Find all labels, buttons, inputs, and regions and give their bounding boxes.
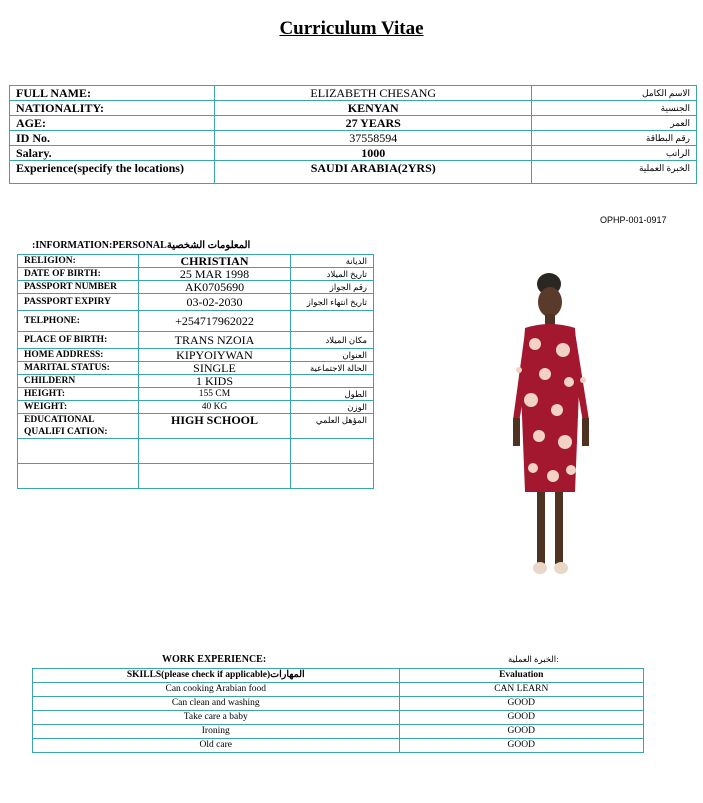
children-arabic	[291, 375, 374, 388]
skill-evaluation: CAN LEARN	[399, 683, 643, 697]
passport-expiry-value: 03-02-2030	[139, 294, 291, 311]
marital-status-arabic: الحالة الاجتماعية	[291, 362, 374, 375]
skill-name: Can cooking Arabian food	[33, 683, 400, 697]
nationality-label: NATIONALITY:	[10, 101, 215, 116]
experience-label: Experience(specify the locations)	[10, 161, 215, 184]
skill-row	[33, 725, 644, 739]
address-arabic: العنوان	[291, 349, 374, 362]
personal-row	[18, 375, 374, 388]
empty-row	[18, 439, 374, 464]
skill-evaluation: GOOD	[399, 725, 643, 739]
head	[538, 287, 562, 317]
personal-row	[18, 332, 374, 349]
evaluation-column-header: Evaluation	[399, 669, 643, 683]
work-experience-arabic: الخبرة العملية:	[508, 654, 559, 664]
skill-row	[33, 739, 644, 753]
children-label: CHILDERN	[18, 375, 139, 388]
dob-arabic: تاريخ الميلاد	[291, 268, 374, 281]
skill-name: Old care	[33, 739, 400, 753]
skills-header-row	[33, 669, 644, 683]
weight-arabic: الوزن	[291, 401, 374, 414]
passport-number-label: PASSPORT NUMBER	[18, 281, 139, 294]
height-label: HEIGHT:	[18, 388, 139, 401]
weight-label: WEIGHT:	[18, 401, 139, 414]
skill-evaluation: GOOD	[399, 739, 643, 753]
id-label: ID No.	[10, 131, 215, 146]
work-experience-heading: WORK EXPERIENCE:	[162, 654, 267, 665]
passport-number-value: AK0705690	[139, 281, 291, 294]
marital-status-label: MARITAL STATUS:	[18, 362, 139, 375]
summary-table	[9, 85, 697, 184]
empty-row	[18, 464, 374, 489]
empty-cell	[18, 464, 139, 489]
skill-evaluation: GOOD	[399, 711, 643, 725]
reference-code: OPHP-001-0917	[600, 215, 667, 225]
personal-row	[18, 311, 374, 332]
birthplace-label: PLACE OF BIRTH:	[18, 332, 139, 349]
skill-row	[33, 711, 644, 725]
personal-row	[18, 362, 374, 375]
summary-row	[10, 116, 697, 131]
left-leg	[537, 492, 545, 564]
nationality-value: KENYAN	[215, 101, 532, 116]
religion-label: RELIGION:	[18, 255, 139, 268]
dob-value: 25 MAR 1998	[139, 268, 291, 281]
summary-row	[10, 101, 697, 116]
birthplace-value: TRANS NZOIA	[139, 332, 291, 349]
telephone-label: TELPHONE:	[18, 311, 139, 332]
religion-value: CHRISTIAN	[139, 255, 291, 268]
personal-row	[18, 255, 374, 268]
nationality-arabic: الجنسية	[532, 101, 697, 116]
education-arabic: المؤهل العلمي	[291, 414, 374, 439]
personal-row	[18, 388, 374, 401]
summary-row	[10, 131, 697, 146]
summary-row	[10, 86, 697, 101]
address-label: HOME ADDRESS:	[18, 349, 139, 362]
education-value: HIGH SCHOOL	[139, 414, 291, 439]
left-hand	[513, 418, 520, 446]
age-value: 27 YEARS	[215, 116, 532, 131]
cv-title: Curriculum Vitae	[279, 18, 424, 39]
skill-name: Ironing	[33, 725, 400, 739]
personal-row	[18, 294, 374, 311]
passport-expiry-label: PASSPORT EXPIRY	[18, 294, 139, 311]
skill-name: Take care a baby	[33, 711, 400, 725]
personal-row	[18, 281, 374, 294]
skill-row	[33, 683, 644, 697]
summary-row	[10, 146, 697, 161]
marital-status-value: SINGLE	[139, 362, 291, 375]
height-value: 155 CM	[139, 388, 291, 401]
right-shoe	[554, 562, 568, 574]
height-arabic: الطول	[291, 388, 374, 401]
age-label: AGE:	[10, 116, 215, 131]
personal-row	[18, 414, 374, 439]
skill-evaluation: GOOD	[399, 697, 643, 711]
telephone-value: +254717962022	[139, 311, 291, 332]
left-shoe	[533, 562, 547, 574]
full-name-value: ELIZABETH CHESANG	[215, 86, 532, 101]
id-value: 37558594	[215, 131, 532, 146]
empty-cell	[139, 439, 291, 464]
full-name-arabic: الاسم الكامل	[532, 86, 697, 101]
skills-table	[32, 668, 644, 753]
empty-cell	[139, 464, 291, 489]
experience-value: SAUDI ARABIA(2YRS)	[215, 161, 532, 184]
salary-arabic: الراتب	[532, 146, 697, 161]
right-hand	[582, 418, 589, 446]
religion-arabic: الديانة	[291, 255, 374, 268]
personal-info-heading: :INFORMATION:PERSONALالمعلومات الشخصية	[32, 240, 251, 251]
dob-label: DATE OF BIRTH:	[18, 268, 139, 281]
weight-value: 40 KG	[139, 401, 291, 414]
children-value: 1 KIDS	[139, 375, 291, 388]
full-name-label: FULL NAME:	[10, 86, 215, 101]
salary-label: Salary.	[10, 146, 215, 161]
education-label: EDUCATIONAL QUALIFI CATION:	[18, 414, 139, 439]
passport-number-arabic: رقم الجواز	[291, 281, 374, 294]
age-arabic: العمر	[532, 116, 697, 131]
personal-info-table	[17, 254, 374, 489]
skill-name: Can clean and washing	[33, 697, 400, 711]
skills-column-header: SKILLS(please check if applicable)المهارات	[33, 669, 400, 683]
telephone-arabic	[291, 311, 374, 332]
salary-value: 1000	[215, 146, 532, 161]
birthplace-arabic: مكان الميلاد	[291, 332, 374, 349]
right-leg	[555, 492, 563, 564]
empty-cell	[291, 439, 374, 464]
address-value: KIPYOIYWAN	[139, 349, 291, 362]
summary-row	[10, 161, 697, 184]
personal-row	[18, 401, 374, 414]
id-arabic: رقم البطاقة	[532, 131, 697, 146]
passport-expiry-arabic: تاريخ انتهاء الجواز	[291, 294, 374, 311]
personal-row	[18, 349, 374, 362]
personal-row	[18, 268, 374, 281]
experience-arabic: الخبرة العملية	[532, 161, 697, 184]
empty-cell	[18, 439, 139, 464]
skill-row	[33, 697, 644, 711]
empty-cell	[291, 464, 374, 489]
candidate-photo	[505, 270, 595, 582]
